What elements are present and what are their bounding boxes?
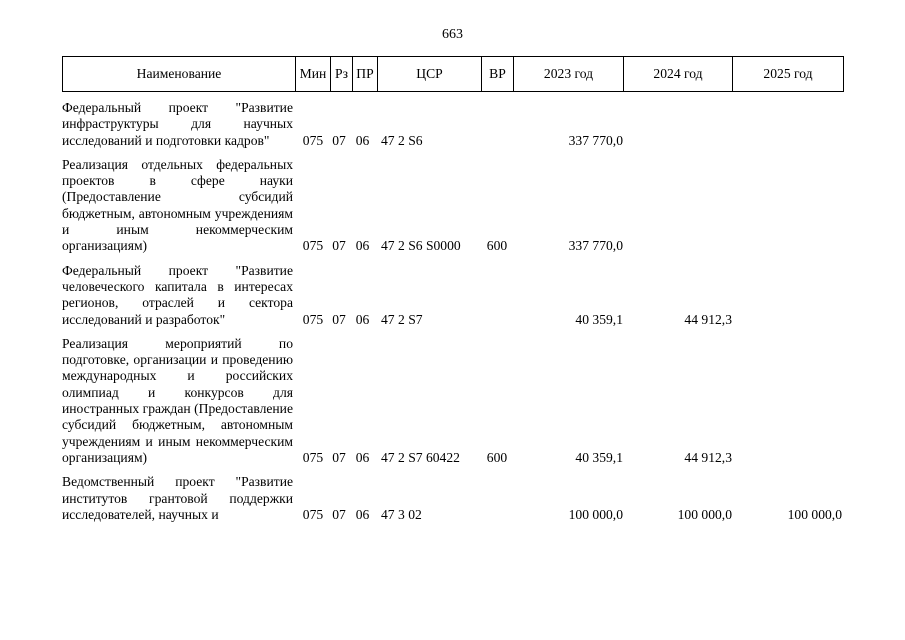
page-number: 663 <box>442 27 463 42</box>
row-pr: 06 <box>355 238 370 254</box>
row-rz: 07 <box>332 132 346 148</box>
row-min: 075 <box>302 238 324 254</box>
row-csr: 47 2 S6 S0000 <box>381 238 461 254</box>
row-csr: 47 3 02 <box>381 506 422 522</box>
table-row <box>62 157 844 255</box>
header-2025: 2025 год <box>763 66 813 81</box>
row-pr: 06 <box>355 132 370 148</box>
table-row <box>62 336 844 466</box>
row-rz: 07 <box>332 506 346 522</box>
table-header <box>62 56 844 92</box>
row-pr: 06 <box>355 449 370 465</box>
row-2023: 337 770,0 <box>568 238 623 254</box>
header-min: Мин <box>296 57 331 91</box>
table-row <box>62 100 844 149</box>
row-csr: 47 2 S7 60422 <box>381 449 460 465</box>
header-rz: Рз <box>331 57 353 91</box>
row-rz: 07 <box>332 449 346 465</box>
header-vr: ВР <box>482 57 514 91</box>
table-body <box>62 100 844 531</box>
row-vr: 600 <box>486 449 508 465</box>
row-min: 075 <box>302 311 324 327</box>
header-2023: 2023 год <box>514 57 624 91</box>
row-2023: 100 000,0 <box>568 506 623 522</box>
row-pr: 06 <box>355 311 370 327</box>
row-min: 075 <box>302 449 324 465</box>
row-min: 075 <box>302 506 324 522</box>
row-2025: 100 000,0 <box>787 506 842 522</box>
row-name: Реализация отдельных федеральных проектов в сфере науки (Предоставление субсидий бюджетным, автономным учреждениям и иным некоммерческим организациям) <box>62 156 293 254</box>
row-2023: 337 770,0 <box>568 132 623 148</box>
header-2024: 2024 год <box>624 57 733 91</box>
table-row <box>62 263 844 328</box>
row-vr: 600 <box>486 238 508 254</box>
row-csr: 47 2 S6 <box>381 132 423 148</box>
row-2023: 40 359,1 <box>575 311 623 327</box>
row-2024: 44 912,3 <box>684 449 732 465</box>
row-csr: 47 2 S7 <box>381 311 423 327</box>
row-2024: 100 000,0 <box>677 506 732 522</box>
row-rz: 07 <box>332 311 346 327</box>
row-name: Реализация мероприятий по подготовке, организации и проведению международных и российских олимпиад и конкурсов для иностранных граждан (Предоставление субсидий бюджетным, автономным учреждениям и иным некоммерческим организациям) <box>62 335 293 465</box>
row-2024: 44 912,3 <box>684 311 732 327</box>
row-rz: 07 <box>332 238 346 254</box>
row-pr: 06 <box>355 506 370 522</box>
row-name: Федеральный проект "Развитие человеческого капитала в интересах регионов, отраслей и сектора исследований и разработок" <box>62 262 293 327</box>
header-name: Наименование <box>63 57 296 91</box>
header-csr: ЦСР <box>378 57 482 91</box>
row-min: 075 <box>302 132 324 148</box>
header-pr: ПР <box>353 57 378 91</box>
row-2023: 40 359,1 <box>575 449 623 465</box>
table-row <box>62 474 844 523</box>
row-name: Федеральный проект "Развитие инфраструктуры для научных исследований и подготовки кадров" <box>62 100 293 148</box>
row-name: Ведомственный проект "Развитие институтов грантовой поддержки исследователей, научных и <box>62 474 293 522</box>
